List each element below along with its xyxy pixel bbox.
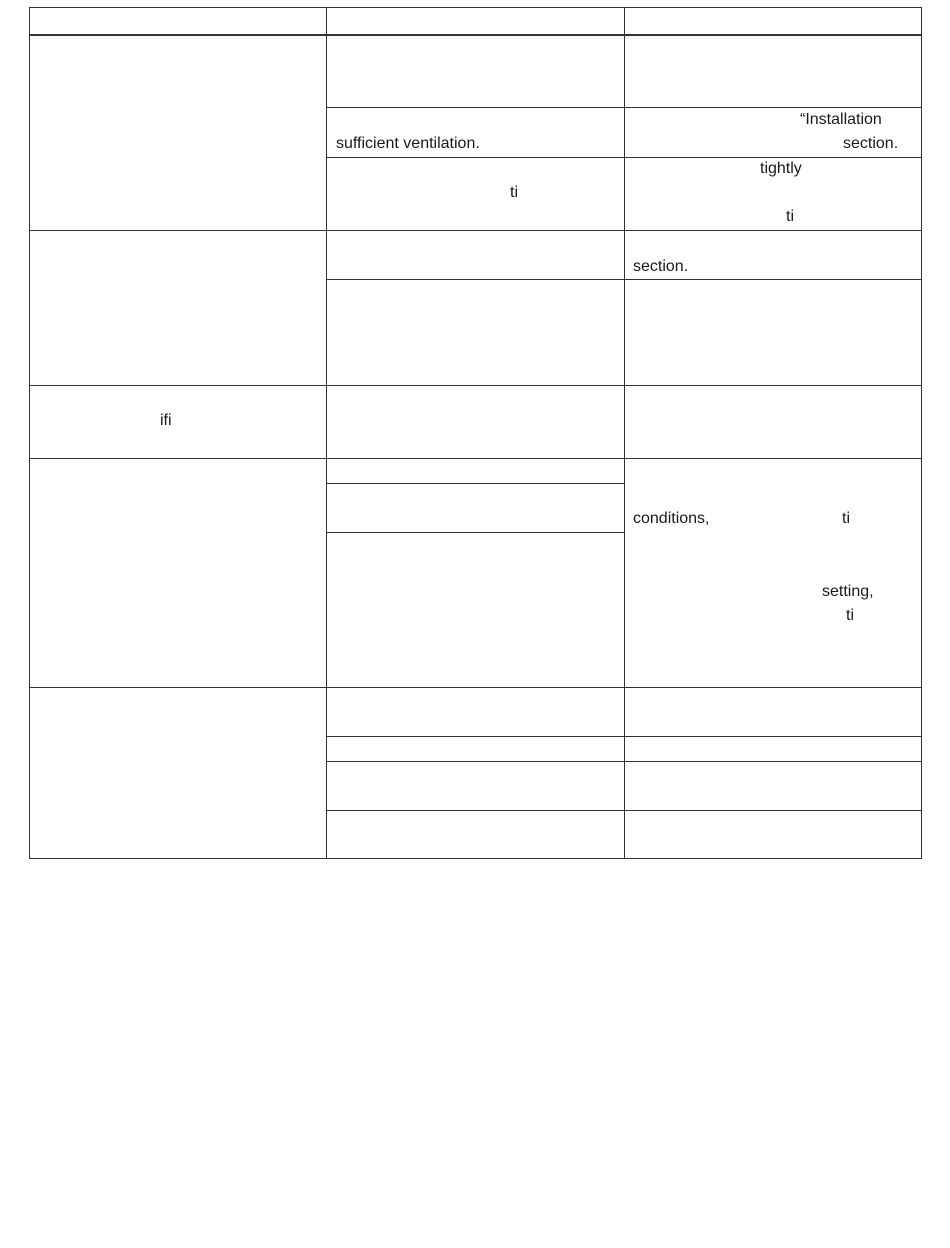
sub-row-divider — [327, 157, 921, 158]
setting-text: setting, — [822, 583, 874, 600]
ifi-text: ifi — [160, 412, 172, 429]
ti-text: ti — [510, 184, 518, 201]
row-group-divider-4 — [30, 687, 921, 688]
ti-text: ti — [786, 208, 794, 225]
header-row-divider — [30, 34, 921, 36]
conditions-text: conditions, — [633, 510, 710, 527]
installation-text: “Installation — [800, 111, 882, 128]
section-text: section. — [633, 258, 689, 275]
tightly-text: tightly — [760, 160, 802, 177]
row-group-divider-3 — [30, 458, 921, 459]
ti-text: ti — [846, 607, 854, 624]
column-divider-2 — [624, 8, 625, 858]
row-group-divider-2 — [30, 385, 921, 386]
sub-row-divider — [327, 736, 921, 737]
sub-row-divider — [327, 532, 624, 533]
sufficient-ventilation-text: sufficient ventilation. — [336, 135, 480, 152]
sub-row-divider — [327, 107, 921, 108]
ti-text: ti — [842, 510, 850, 527]
sub-row-divider — [327, 483, 624, 484]
section-text: section. — [843, 135, 899, 152]
sub-row-divider — [327, 761, 921, 762]
sub-row-divider — [327, 810, 921, 811]
column-divider-1 — [326, 8, 327, 858]
sub-row-divider — [327, 279, 921, 280]
row-group-divider-1 — [30, 230, 921, 231]
